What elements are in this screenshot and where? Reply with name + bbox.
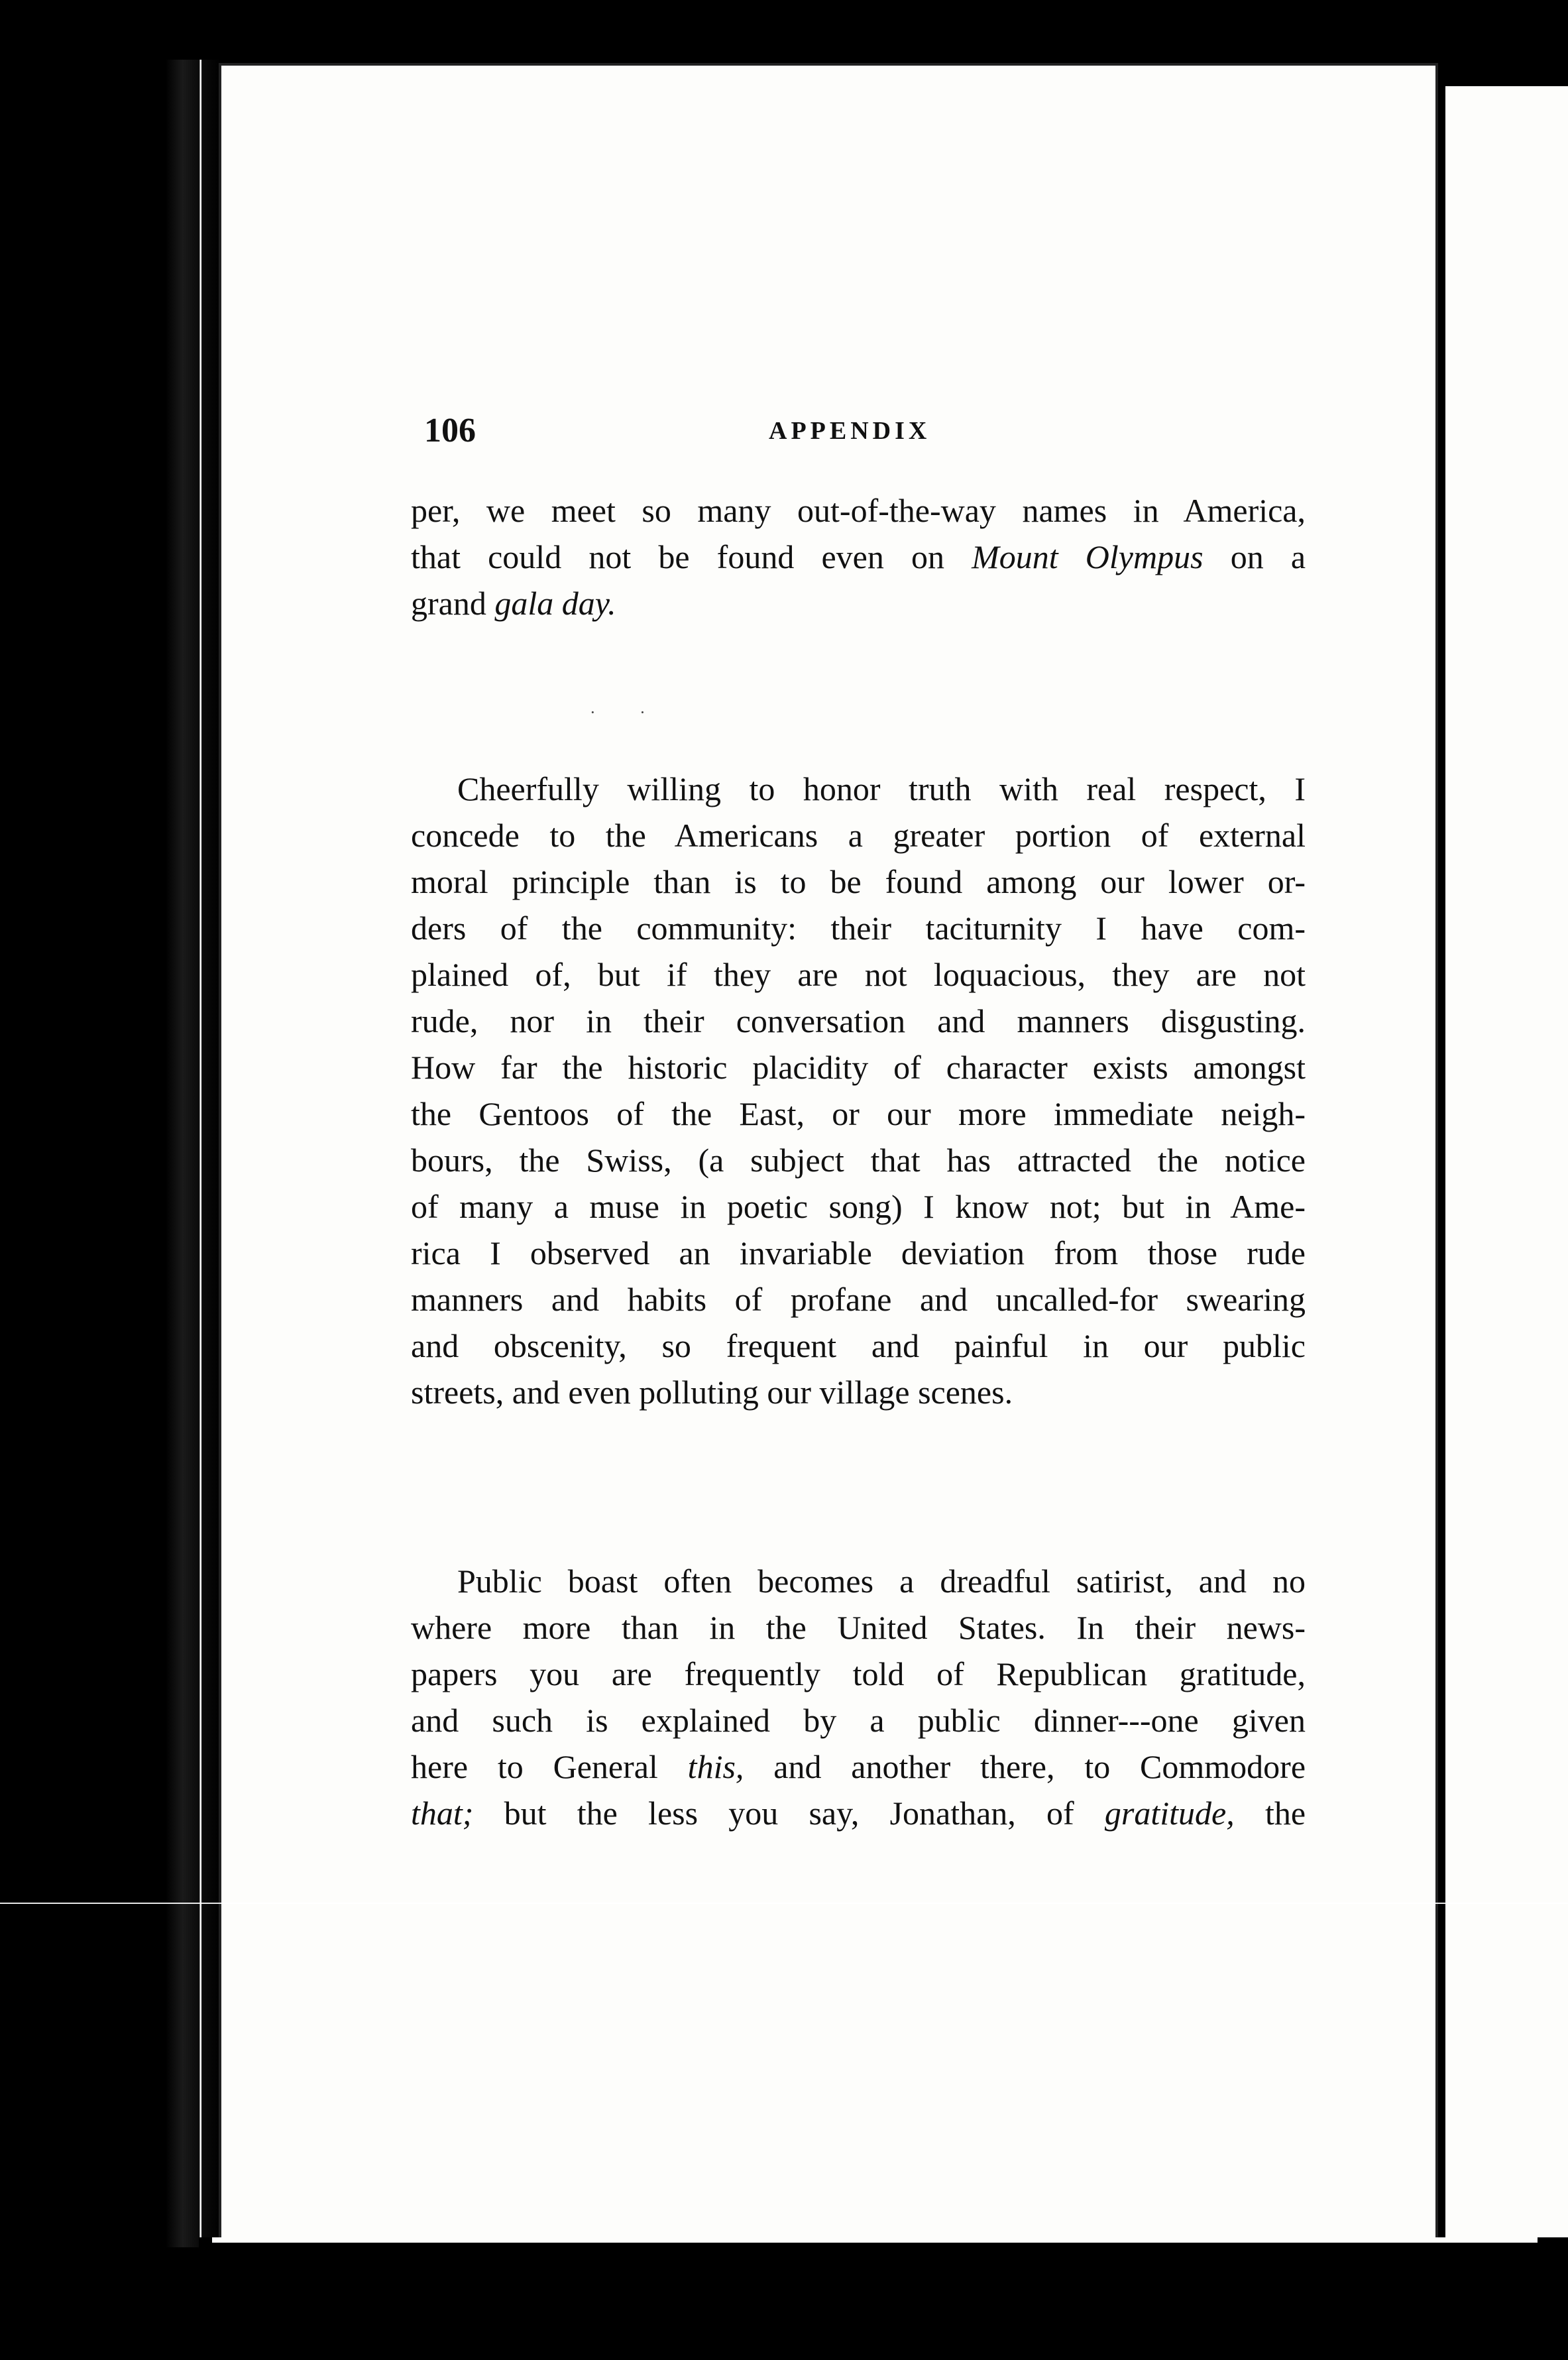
running-head: APPENDIX <box>769 417 931 445</box>
page-number: 106 <box>424 412 476 449</box>
section-separator: · · <box>590 703 665 722</box>
text-line: rude, nor in their conversation and manners disgusting. <box>411 1002 1306 1039</box>
text-line: moral principle than is to be found among our lower or- <box>411 863 1306 900</box>
text-line: manners and habits of profane and uncalled-for swearing <box>411 1281 1306 1318</box>
paragraph-3 <box>411 1558 1306 1836</box>
italic-text: that; <box>411 1795 474 1832</box>
text-line: Public boast often becomes a dreadful satirist, and no <box>457 1563 1306 1600</box>
text-line: How far the historic placidity of character exists amongst <box>411 1049 1306 1086</box>
text-line: streets, and even polluting our village scenes. <box>411 1374 1013 1411</box>
text-line: the Gentoos of the East, or our more immediate neigh- <box>411 1095 1306 1132</box>
text-line: of many a muse in poetic song) I know not; but in Ame- <box>411 1188 1306 1225</box>
text-line: and such is explained by a public dinner---one given <box>411 1702 1306 1739</box>
italic-text: gratitude, <box>1104 1795 1235 1832</box>
paragraph-2 <box>411 766 1306 1415</box>
text-line: Cheerfully willing to honor truth with real respect, I <box>457 770 1306 807</box>
text-line: papers you are frequently told of Republican gratitude, <box>411 1655 1306 1692</box>
text-line: per, we meet so many out-of-the-way names in America, <box>411 492 1306 529</box>
text-line: and obscenity, so frequent and painful in our public <box>411 1327 1306 1364</box>
text-line: here to General this, and another there, to Commodore <box>411 1748 1306 1785</box>
page-header <box>424 411 1312 451</box>
book-spine <box>166 60 222 2247</box>
text-line: rica I observed an invariable deviation from those rude <box>411 1234 1306 1271</box>
paragraph-1 <box>411 487 1306 626</box>
italic-text: this, <box>687 1748 744 1785</box>
scan-artifact-line <box>0 1903 1568 1904</box>
italic-text: gala day. <box>494 585 616 622</box>
text-line: bours, the Swiss, (a subject that has attracted the notice <box>411 1142 1306 1179</box>
text-line: that; but the less you say, Jonathan, of gratitude, the <box>411 1795 1306 1832</box>
facing-page-edge <box>1441 86 1568 2241</box>
page-bottom-edge <box>199 2237 1568 2360</box>
text-line: that could not be found even on Mount Olympus on a <box>411 538 1306 575</box>
text-line: ders of the community: their taciturnity I have com- <box>411 910 1306 947</box>
italic-text: Mount Olympus <box>972 538 1204 575</box>
text-line: concede to the Americans a greater portion of external <box>411 817 1306 854</box>
text-line: grand gala day. <box>411 585 616 622</box>
text-line: plained of, but if they are not loquacious, they are not <box>411 956 1306 993</box>
text-line: where more than in the United States. In their news- <box>411 1609 1306 1646</box>
